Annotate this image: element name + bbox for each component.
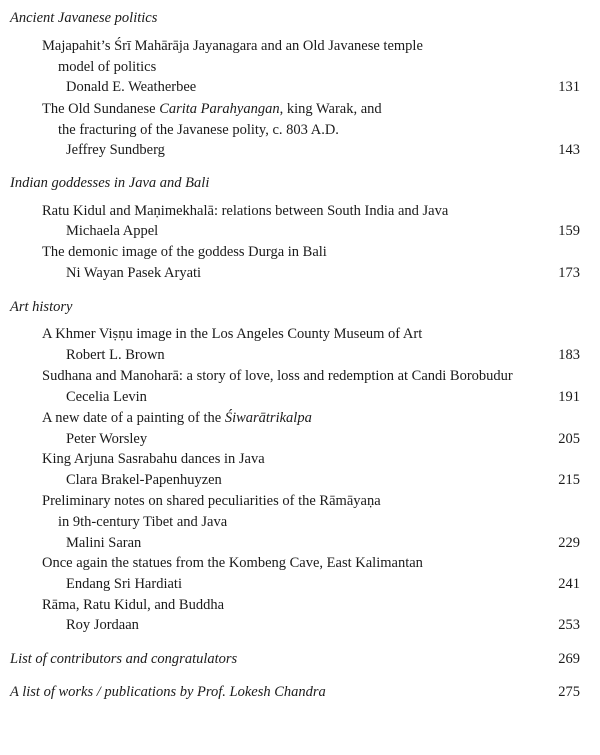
entry-page: 241	[558, 576, 580, 592]
entry-page: 159	[558, 223, 580, 239]
entry-title: A Khmer Viṣṇu image in the Los Angeles County Museum of Art	[42, 326, 423, 342]
title-italic: Carita Parahyangan	[159, 101, 280, 117]
entry-page: 183	[558, 347, 580, 363]
section-heading: Art history	[10, 299, 73, 315]
entry-author: Roy Jordaan	[66, 617, 139, 633]
entry-page: 269	[558, 651, 580, 667]
entry-page: 131	[558, 79, 580, 95]
entry-title-continued: the fracturing of the Javanese polity, c. 803 A.D.	[58, 122, 339, 138]
entry-page: 275	[558, 684, 580, 700]
entry-title: Rāma, Ratu Kidul, and Buddha	[42, 597, 225, 613]
entry-page: 205	[558, 431, 580, 447]
entry-author: Michaela Appel	[66, 223, 159, 239]
entry-page: 173	[558, 265, 580, 281]
title-italic: Śiwarātrikalpa	[224, 410, 312, 426]
entry-author: Endang Sri Hardiati	[66, 576, 182, 592]
entry-page: 191	[558, 389, 580, 405]
entry-page: 229	[558, 535, 580, 551]
entry-author: Cecelia Levin	[66, 389, 147, 405]
entry-title: The demonic image of the goddess Durga in Bali	[42, 244, 327, 260]
title-text: , king Warak, and	[279, 101, 382, 117]
title-text: The Old Sundanese	[42, 101, 160, 117]
entry-author: Jeffrey Sundberg	[66, 142, 165, 158]
entry-title: Once again the statues from the Kombeng Cave, East Kalimantan	[42, 555, 423, 571]
entry-title: Majapahit’s Śrī Mahārāja Jayanagara and an Old Javanese temple	[42, 38, 423, 54]
entry-page: 253	[558, 617, 580, 633]
entry-title	[42, 409, 312, 427]
end-matter-title: List of contributors and congratulators	[10, 651, 238, 667]
entry-title: King Arjuna Sasrabahu dances in Java	[42, 451, 265, 467]
entry-title: Preliminary notes on shared peculiarities of the Rāmāyaṇa	[42, 493, 381, 509]
entry-author: Peter Worsley	[66, 431, 148, 447]
entry-page: 215	[558, 472, 580, 488]
entry-title: Ratu Kidul and Maṇimekhalā: relations between South India and Java	[42, 203, 449, 219]
entry-title: Sudhana and Manoharā: a story of love, loss and redemption at Candi Borobudur	[42, 368, 513, 384]
end-matter-title: A list of works / publications by Prof. Lokesh Chandra	[10, 684, 326, 700]
entry-author: Clara Brakel-Papenhuyzen	[66, 472, 222, 488]
entry-title-continued: in 9th-century Tibet and Java	[58, 514, 228, 530]
entry-page: 143	[558, 142, 580, 158]
section-heading: Ancient Javanese politics	[10, 10, 158, 26]
entry-author: Malini Saran	[66, 535, 142, 551]
entry-title-continued: model of politics	[58, 59, 157, 75]
entry-author: Ni Wayan Pasek Aryati	[66, 265, 202, 281]
title-text: A new date of a painting of the	[42, 410, 225, 426]
entry-author: Donald E. Weatherbee	[66, 79, 197, 95]
section-heading: Indian goddesses in Java and Bali	[10, 175, 210, 191]
entry-title	[42, 100, 382, 118]
entry-author: Robert L. Brown	[66, 347, 165, 363]
